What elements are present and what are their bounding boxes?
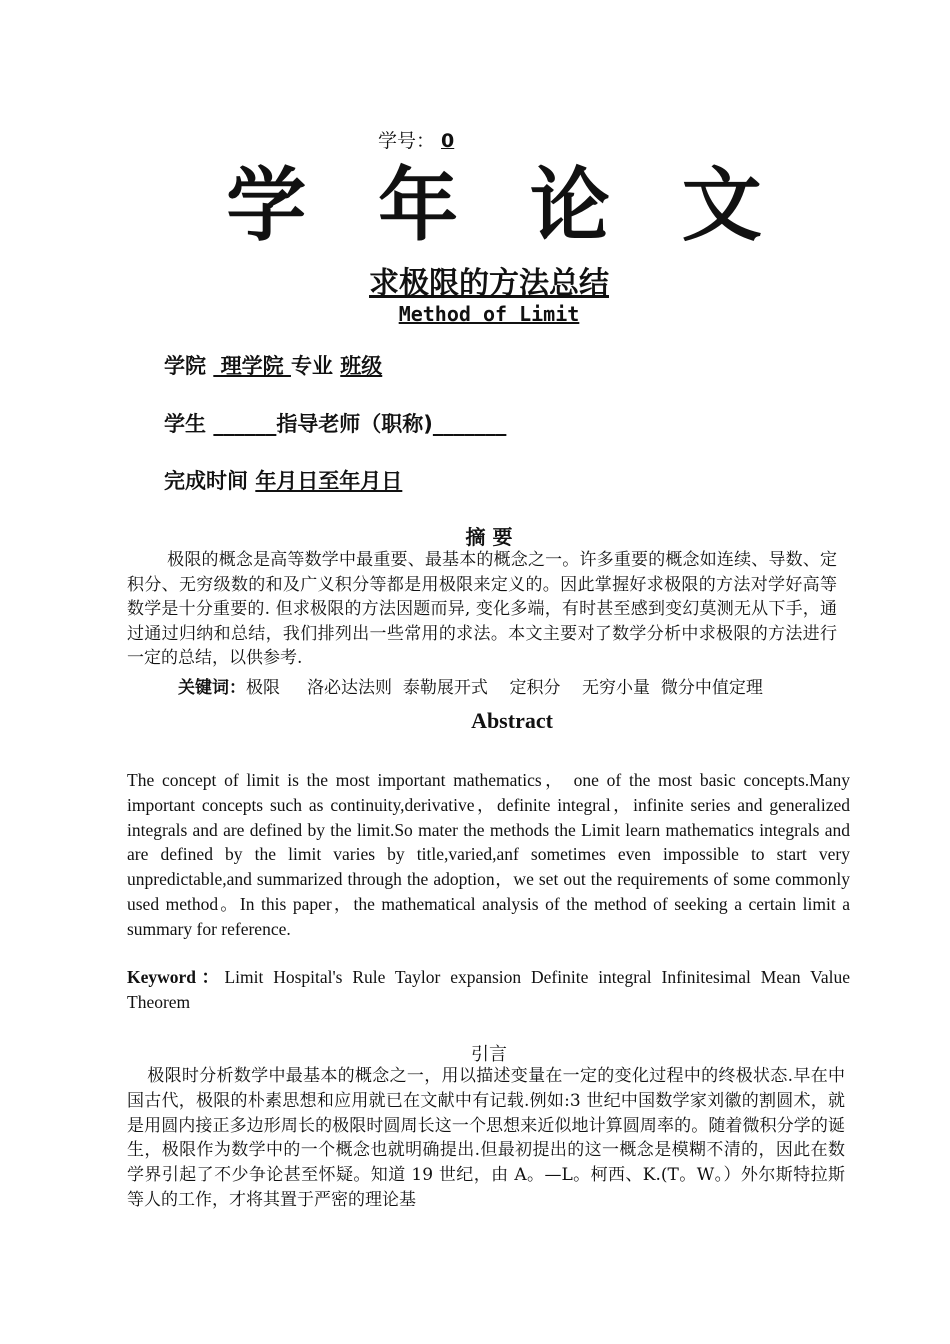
college-value: 理学院 [213,354,291,378]
info-line-college [164,350,382,380]
keywords-cn [178,673,763,698]
abstract-en-text: The concept of limit is the most important mathematics， one of the most basic concepts.Many important concepts such as continuity,derivative，definite integral，infinite series and generalized integrals and are defined by the limit.So mater the methods the Limit learn mathematics integrals and are defined by the limit varies by title,varied,anf sometimes even impossible to start very unpredictable,and summarized through the adoption，we set out the requirements of some commonly used method。In this paper，the mathematical analysis of the method of seeking a certain limit a summary for reference. [127,770,850,939]
intro-heading: 引言 [471,1044,507,1065]
thesis-title-en: Method of Limit [398,302,580,326]
keywords-en-list: Limit Hospital's Rule Taylor expansion Definite integral Infinitesimal Mean Value Theorem [127,967,850,1012]
college-label: 学院 [164,354,206,378]
abstract-cn-body: 极限的概念是高等数学中最重要、最基本的概念之一。许多重要的概念如连续、导数、定积分、无穷级数的和及广义积分等都是用极限来定义的。因此掌握好求极限的方法对学好高等数学是十分重要的. 但求极限的方法因题而异, 变化多端，有时甚至感到变幻莫测无从下手，通过通过归纳和总结，我们排列出一些常用的求法。本文主要对了数学分析中求极限的方法进行一定的总结，以供参考. [127,550,837,669]
student-id-value: 0 [441,130,455,152]
advisor-label: 指导老师（职称) [276,412,433,436]
student-id-label: 学号： [378,130,436,152]
abstract-en-heading: Abstract [471,708,553,733]
time-value: 年月日至年月日 [255,469,403,493]
info-line-student [164,408,506,438]
student-blank: ______ [213,412,277,436]
intro-text [127,1064,845,1213]
major-label: 专业 [290,354,333,378]
keywords-en-label: Keyword： [127,967,225,987]
keywords-en [127,965,850,1015]
intro-body: 极限时分析数学中最基本的概念之一，用以描述变量在一定的变化过程中的终极状态.早在中国古代，极限的朴素思想和应用就已在文献中有记载.例如:3 世纪中国数学家刘徽的割圆术，就是用圆内接正多边形周长的极限时圆周长这一个思想来近似地计算圆周率的。随着微积分学的诞生，极限作为数学中的一个概念也就明确提出.但最初提出的这一概念是模糊不清的，因此在数学界引起了不少争论甚至怀疑。知道 19 世纪，由 A。—L。柯西、K.(T。W。）外尔斯特拉斯等人的工作，才将其置于严密的理论基 [127,1066,845,1210]
time-label: 完成时间 [164,469,248,493]
thesis-title-cn: 求极限的方法总结 [369,266,609,301]
abstract-cn-text [127,548,837,671]
class-label: 班级 [340,354,383,378]
student-id [378,126,460,153]
info-line-time [164,465,402,495]
thesis-type-title: 学 年 论 文 [226,159,784,252]
advisor-blank: _______ [432,412,507,436]
abstract-cn-heading: 摘 要 [465,525,513,549]
keywords-cn-label: 关键词： [178,678,246,698]
student-label: 学生 [164,412,206,436]
keywords-cn-list: 极限 洛必达法则 泰勒展开式 定积分 无穷小量 微分中值定理 [246,678,763,698]
